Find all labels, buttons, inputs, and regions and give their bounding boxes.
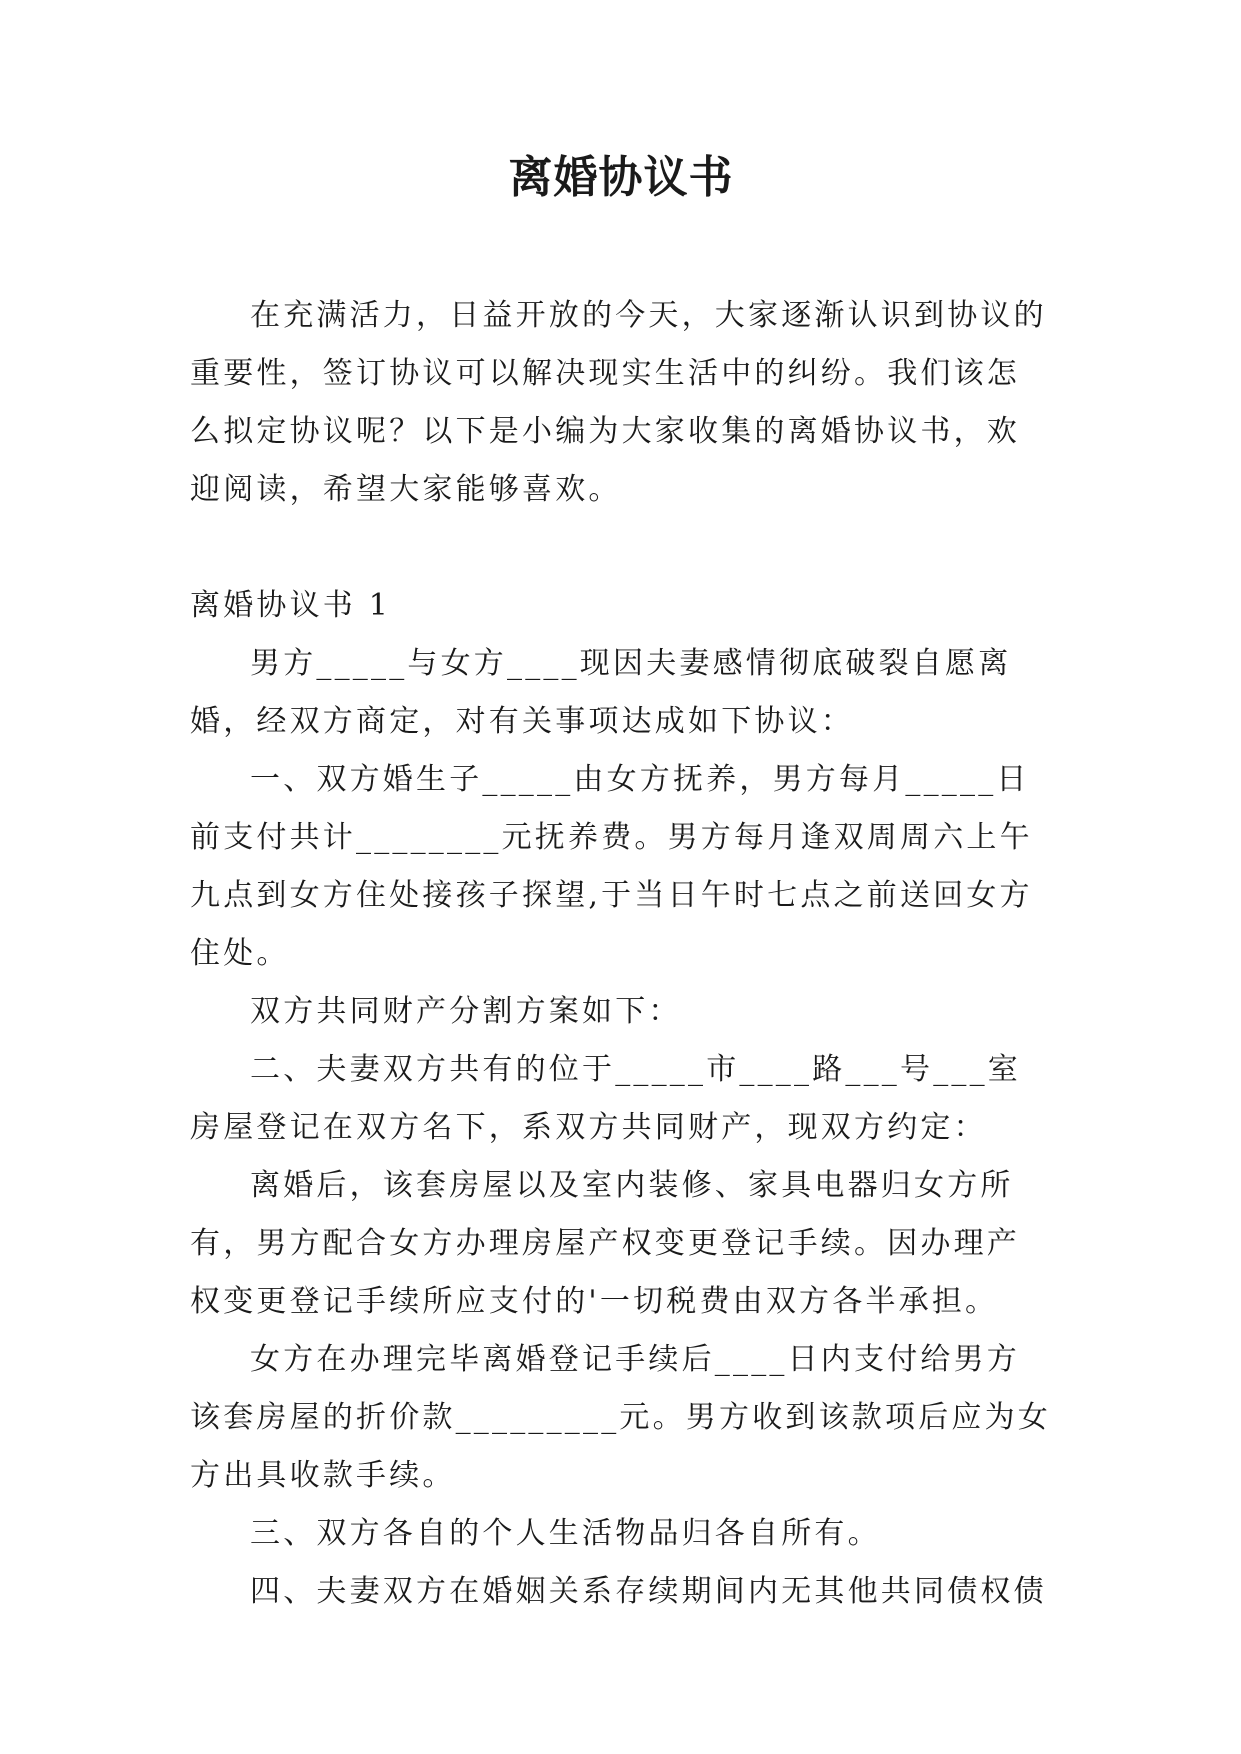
paragraph-personal-items: 三、双方各自的个人生活物品归各自所有。 — [250, 1516, 881, 1551]
section-gap — [190, 519, 1052, 577]
paragraph-property-intro: 双方共同财产分割方案如下： — [250, 994, 682, 1029]
paragraph-child-custody: 一、双方婚生子_____由女方抚养，男方每月_____日前支付共计________元抚养费。男方每月逢双周周六上午九点到女方住处接孩子探望,于当日午时七点之前送回女方住处。 — [190, 762, 1033, 971]
paragraph-house: 二、夫妻双方共有的位于_____市____路___号___室房屋登记在双方名下，系双方共同财产，现双方约定： — [190, 1052, 1021, 1145]
paragraph-house-after-divorce: 离婚后，该套房屋以及室内装修、家具电器归女方所有，男方配合女方办理房屋产权变更登记手续。因办理产权变更登记手续所应支付的'一切税费由双方各半承担。 — [190, 1168, 1020, 1319]
paragraph-house-payment: 女方在办理完毕离婚登记手续后____日内支付给男方该套房屋的折价款_________元。男方收到该款项后应为女方出具收款手续。 — [190, 1342, 1051, 1493]
intro-paragraph: 在充满活力，日益开放的今天，大家逐渐认识到协议的重要性，签订协议可以解决现实生活中的纠纷。我们该怎么拟定协议呢？以下是小编为大家收集的离婚协议书，欢迎阅读，希望大家能够喜欢。 — [190, 298, 1047, 507]
document-title: 离婚协议书 — [508, 152, 734, 203]
paragraph-debts: 四、夫妻双方在婚姻关系存续期间内无其他共同债权债 — [250, 1574, 1047, 1609]
paragraph-parties: 男方_____与女方____现因夫妻感情彻底破裂自愿离婚，经双方商定，对有关事项达成如下协议： — [190, 646, 1012, 739]
document-body — [190, 287, 1052, 1621]
section-heading: 离婚协议书 1 — [190, 588, 392, 623]
